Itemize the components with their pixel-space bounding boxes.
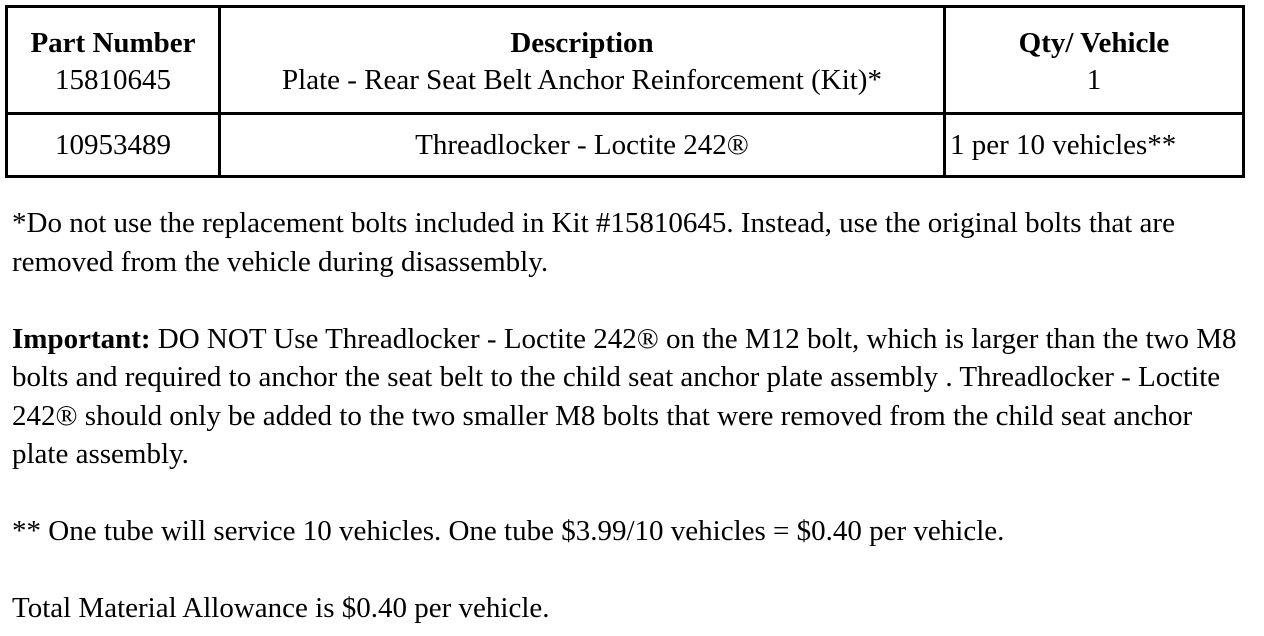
important-note (12, 320, 1242, 474)
description-cell: Plate - Rear Seat Belt Anchor Reinforcement (Kit)* (220, 62, 945, 114)
header-qty-per-vehicle: Qty/ Vehicle (945, 7, 1244, 63)
parts-table-body (7, 62, 1244, 177)
notes-section (12, 204, 1242, 628)
description-cell: Threadlocker - Loctite 242® (220, 114, 945, 177)
header-description: Description (220, 7, 945, 63)
tube-service-note: ** One tube will service 10 vehicles. One tube $3.99/10 vehicles = $0.40 per vehicle. (12, 515, 1005, 547)
kit-bolt-note: *Do not use the replacement bolts included in Kit #15810645. Instead, use the original bolts that are removed from the vehicle during disassembly. (12, 207, 1175, 278)
table-row (7, 62, 1244, 114)
important-text: DO NOT Use Threadlocker - Loctite 242® on the M12 bolt, which is larger than the two M8 bolts and required to anchor the seat belt to the child seat anchor plate assembly . Threadlocker - Loctite 242® should only be added to the two smaller M8 bolts that were removed from the child seat anchor plate assembly. (12, 322, 1237, 470)
header-part-number: Part Number (7, 7, 220, 63)
qty-cell: 1 (945, 62, 1244, 114)
parts-table-header (7, 7, 1244, 63)
important-label: Important: (12, 322, 151, 355)
header-row (7, 7, 1244, 63)
part-number-cell: 10953489 (7, 114, 220, 177)
part-number-cell: 15810645 (7, 62, 220, 114)
table-row (7, 114, 1244, 177)
qty-cell: 1 per 10 vehicles** (945, 114, 1244, 177)
parts-table (5, 5, 1245, 178)
total-material-allowance: Total Material Allowance is $0.40 per vehicle. (12, 592, 550, 624)
